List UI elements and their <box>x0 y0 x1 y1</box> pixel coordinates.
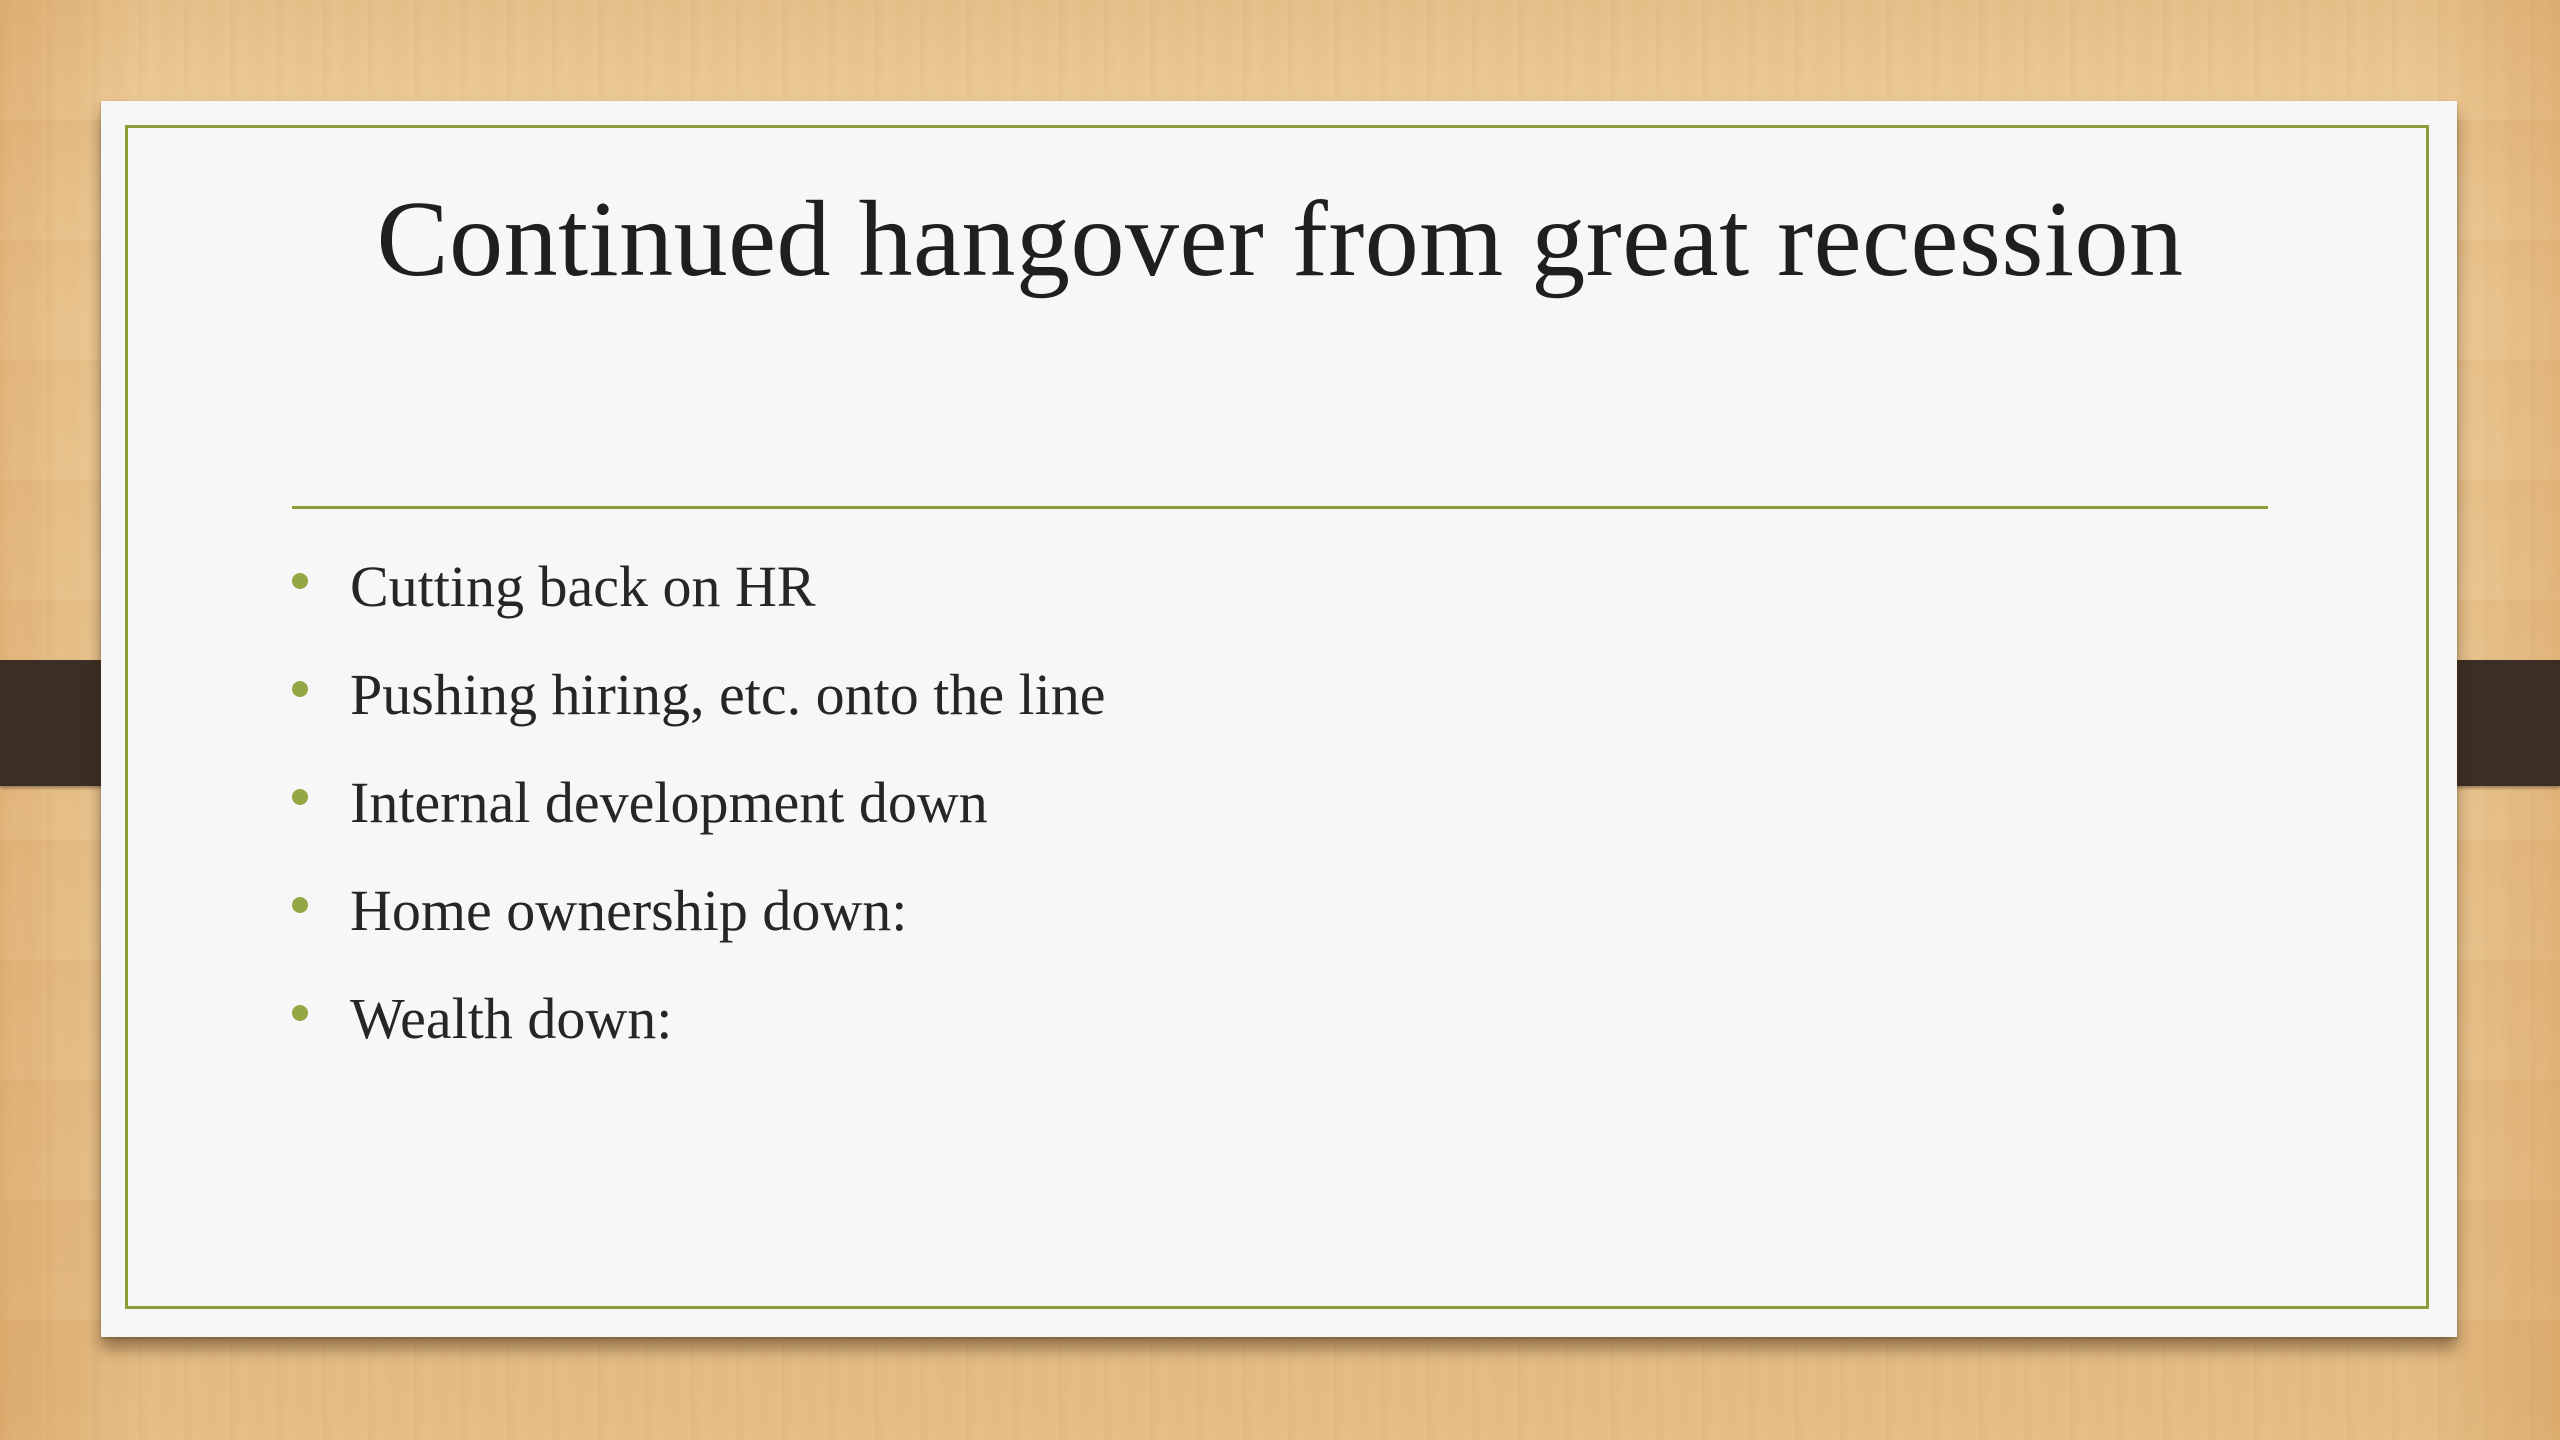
bullet-text: Cutting back on HR <box>350 554 816 619</box>
bullet-item <box>292 871 1106 979</box>
bullet-icon <box>292 789 308 805</box>
slide-title: Continued hangover from great recession <box>376 180 2184 299</box>
bullet-icon <box>292 573 308 589</box>
bullet-icon <box>292 1005 308 1021</box>
bullet-item <box>292 763 1106 871</box>
bullet-list <box>292 547 1106 1087</box>
title-divider <box>292 506 2268 509</box>
bullet-text: Home ownership down: <box>350 878 908 943</box>
bullet-text: Pushing hiring, etc. onto the line <box>350 662 1106 727</box>
bullet-icon <box>292 681 308 697</box>
bullet-item <box>292 655 1106 763</box>
bullet-item <box>292 547 1106 655</box>
bullet-text: Wealth down: <box>350 986 673 1051</box>
bullet-text: Internal development down <box>350 770 988 835</box>
bullet-item <box>292 979 1106 1087</box>
bullet-icon <box>292 897 308 913</box>
